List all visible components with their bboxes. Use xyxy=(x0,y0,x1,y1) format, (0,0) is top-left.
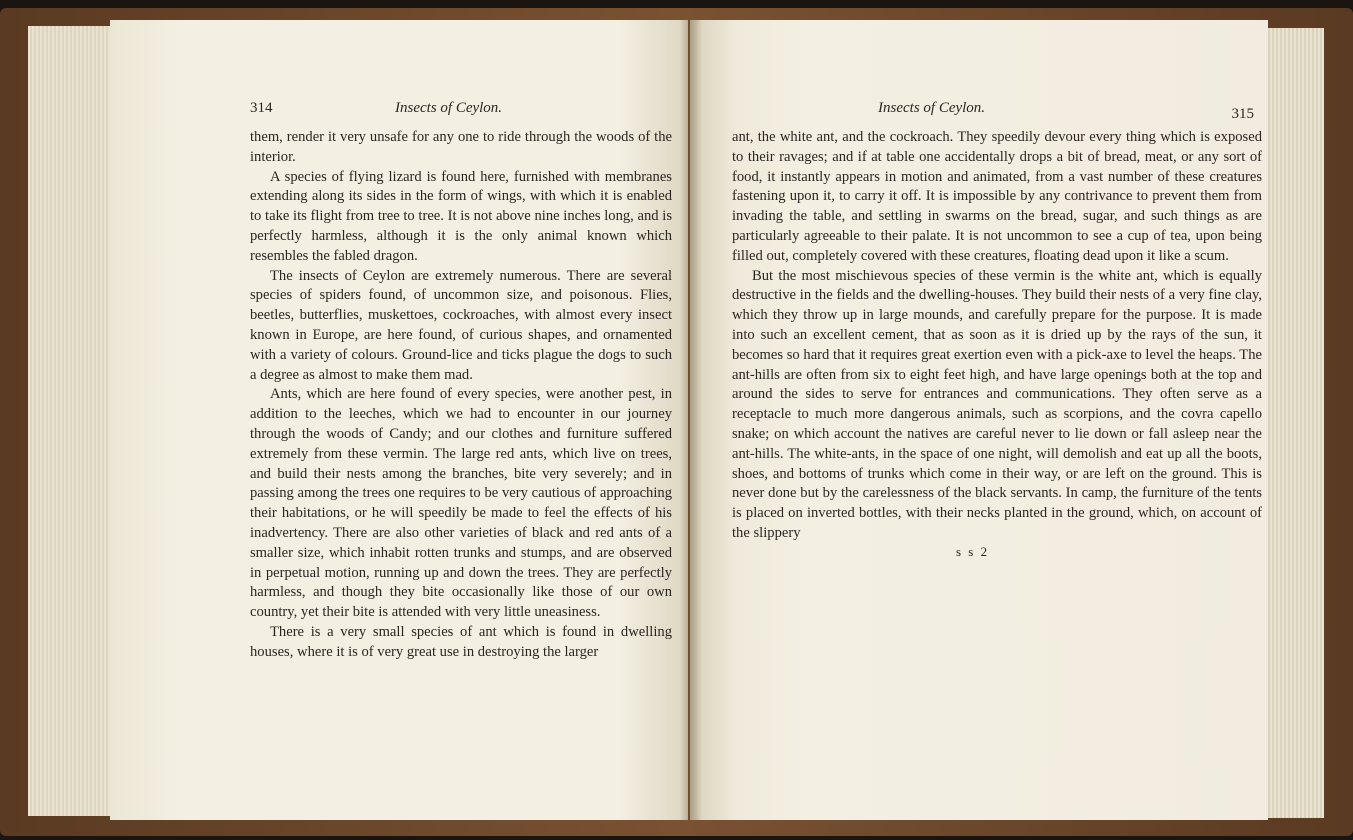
left-paragraph-1: them, render it very unsafe for any one to ride through the woods of the interior. xyxy=(250,129,672,165)
left-page-header xyxy=(250,100,672,124)
right-page-header xyxy=(732,100,1262,124)
left-paragraph-2: A species of flying lizard is found here, furnished with membranes extending along its sides in the form of wings, with which it is enabled to take its flight from tree to tree. It is not above nine inches long, and is perfectly harmless, although it is the only animal known which resembles the fabled dragon. xyxy=(250,168,672,264)
left-page xyxy=(110,20,688,820)
right-page-text xyxy=(732,100,1262,560)
page-edges-left xyxy=(28,26,118,816)
right-page xyxy=(690,20,1268,820)
left-running-head: Insects of Ceylon. xyxy=(395,100,503,116)
left-page-number: 314 xyxy=(250,100,273,116)
right-running-head: Insects of Ceylon. xyxy=(878,100,986,116)
left-paragraph-5: There is a very small species of ant which is found in dwelling houses, where it is of very great use in destroying the larger xyxy=(250,623,672,660)
page-edges-right xyxy=(1262,28,1324,818)
left-paragraph-3: The insects of Ceylon are extremely numerous. There are several species of spiders found, of uncommon size, and poisonous. Flies, beetles, butterflies, muskettoes, cockroaches, with almost every insect known in Europe, are here found, of curious shapes, and ornamented with a variety of colours. Ground-lice and ticks plague the dogs to such a degree as almost to make them mad. xyxy=(250,267,672,383)
right-page-number: 315 xyxy=(1231,106,1254,122)
left-page-text xyxy=(250,100,672,663)
signature-mark: s s 2 xyxy=(956,543,990,559)
right-paragraph-1: ant, the white ant, and the cockroach. They speedily devour every thing which is exposed to their ravages; and if at table one accidentally drops a bit of bread, meat, or any sort of food, it instantly appears in motion and animated, from a vast number of these creatures fastening upon it, to carry it off. It is impossible by any contrivance to prevent them from invading the table, and settling in swarms on the bread, sugar, and such things as are particularly agreeable to their palate. It is not uncommon to see a cup of tea, upon being filled out, completely covered with these creatures, floating dead upon it like a scum. xyxy=(732,129,1262,264)
left-paragraph-4: Ants, which are here found of every species, were another pest, in addition to the leeches, which we had to encounter in our journey through the woods of Candy; and our clothes and furniture suffered extremely from these vermin. The large red ants, which live on trees, and build their nests among the branches, bite very severely; and in passing among the trees one requires to be very cautious of approaching their habitations, or he will speedily be made to feel the effects of his inadvertency. There are also other varieties of black and red ants of a smaller size, which inhabit rotten trunks and stumps, and are observed in perpetual motion, running up and down the trees. They are perfectly harmless, and though they bite occasionally like those of our own country, yet their bite is attended with very little uneasiness. xyxy=(250,386,672,621)
book-gutter xyxy=(680,20,702,820)
right-paragraph-2: But the most mischievous species of these vermin is the white ant, which is equally destructive in the fields and the dwelling-houses. They build their nests of a very fine clay, which they throw up in large mounds, and carefully prepare for the purpose. It is made into such an excellent cement, that as soon as it is dried up by the rays of the sun, it becomes so hard that it requires great exertion even with a pick-axe to level the heaps. The ant-hills are often from six to eight feet high, and have large openings both at the top and around the sides to serve for entrances and communications. They often serve as a receptacle to much more dangerous animals, such as scorpions, and the covra capello snake; on which account the natives are careful never to lie down or fall asleep near the ant-hills. The white-ants, in the space of one night, will demolish and eat up all the boots, shoes, and bottoms of trunks which come in their way, or are left on the ground. This is never done but by the carelessness of the black servants. In camp, the furniture of the tents is placed on inverted bottles, with their necks planted in the ground, which, on account of the slippery xyxy=(732,267,1262,541)
